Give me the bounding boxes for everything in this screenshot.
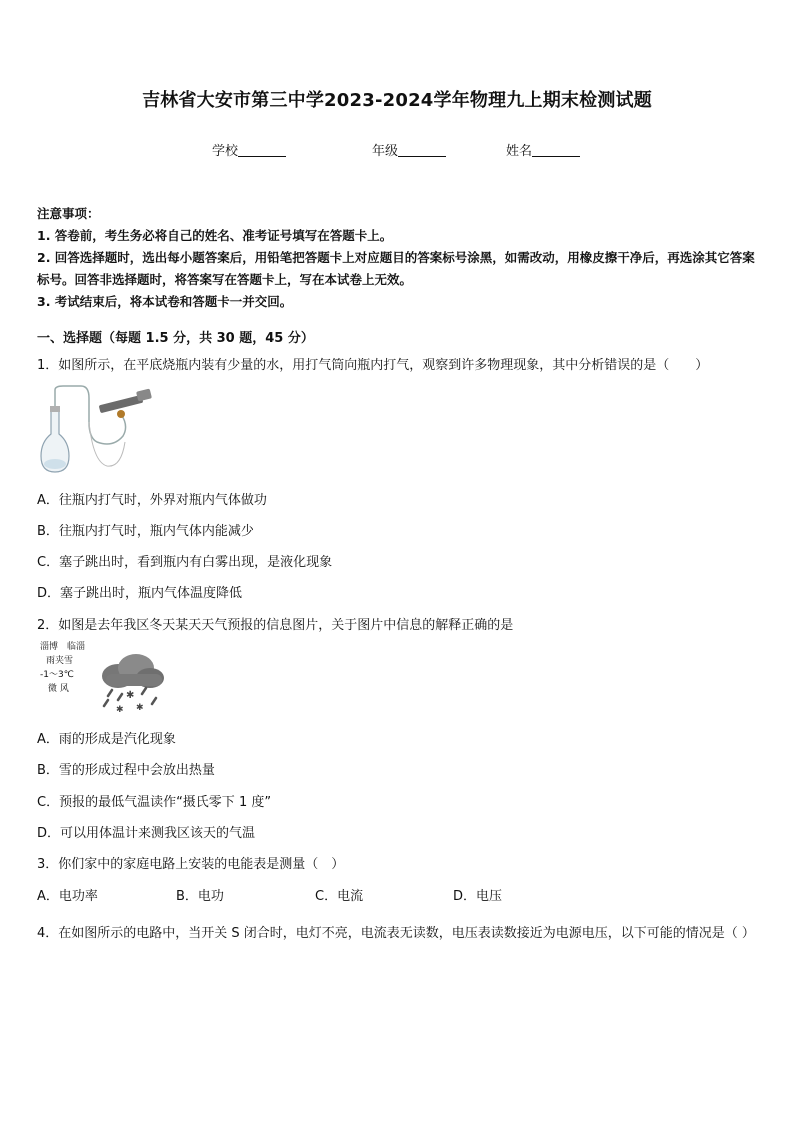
name-field (506, 140, 580, 159)
weather-text (40, 640, 100, 696)
school-field (212, 140, 286, 159)
grade-blank (398, 144, 446, 157)
notes-heading: 注意事项： (37, 206, 100, 221)
note-item-2: 2. 回答选择题时，选出每小题答案后，用铅笔把答题卡上对应题目的答案标号涂黑，如需改动，用橡皮擦干净后，再选涂其它答案标号。回答非选择题时，将答案写在答题卡上，写在本试卷上无效。 (37, 250, 755, 287)
exam-title: 吉林省大安市第三中学2023-2024学年物理九上期末检测试题 (142, 90, 652, 111)
svg-text:✱: ✱ (136, 703, 144, 713)
note-item-1: 1. 答卷前，考生务必将自己的姓名、准考证号填写在答题卡上。 (37, 228, 393, 243)
notes-block (37, 203, 759, 313)
name-blank (532, 144, 580, 157)
svg-text:✱: ✱ (126, 690, 135, 701)
q2-stem: 2．如图是去年我区冬天某天天气预报的信息图片，关于图片中信息的解释正确的是 (37, 618, 514, 633)
q1-option-b: B．往瓶内打气时，瓶内气体内能减少 (37, 524, 254, 539)
q1-option-c: C．塞子跳出时，看到瓶内有白雾出现，是液化现象 (37, 555, 333, 570)
weather-type: 雨夹雪 (46, 656, 74, 666)
q3-option-d: D．电压 (453, 889, 503, 904)
q2-option-b: B．雪的形成过程中会放出热量 (37, 763, 215, 778)
q2-option-c: C．预报的最低气温读作“摄氏零下 1 度” (37, 795, 272, 810)
q3-option-c: C．电流 (315, 889, 364, 904)
q4-stem: 4．在如图所示的电路中，当开关 S 闭合时，电灯不亮，电流表无读数，电压表读数接近为电源电压，以下可能的情况是（ ） (37, 926, 755, 941)
note-item-3: 3. 考试结束后，将本试卷和答题卡一并交回。 (37, 294, 293, 309)
sleet-cloud-icon (96, 652, 168, 714)
q3-stem: 3．你们家中的家庭电路上安装的电能表是测量（ ） (37, 857, 345, 872)
q1-option-a: A．往瓶内打气时，外界对瓶内气体做功 (37, 493, 267, 508)
q1-stem: 1．如图所示，在平底烧瓶内装有少量的水，用打气筒向瓶内打气，观察到许多物理现象，其中分析错误的是（ ） (37, 358, 709, 373)
q2-option-d: D．可以用体温计来测我区该天的气温 (37, 826, 256, 841)
weather-city: 淄博 临淄 (40, 642, 86, 652)
section-heading: 一、选择题（每题 1.5 分，共 30 题，45 分） (37, 331, 314, 346)
weather-wind: 微 风 (48, 684, 69, 694)
school-blank (238, 144, 286, 157)
school-label: 学校 (212, 144, 239, 159)
q2-option-a: A．雨的形成是汽化现象 (37, 732, 176, 747)
q1-option-d: D．塞子跳出时，瓶内气体温度降低 (37, 586, 243, 601)
q3-option-a: A．电功率 (37, 889, 98, 904)
flask-pump-figure (37, 382, 155, 476)
svg-text:✱: ✱ (116, 705, 124, 714)
q3-option-b: B．电功 (176, 889, 224, 904)
weather-temp: -1～3℃ (40, 670, 74, 680)
name-label: 姓名 (506, 144, 533, 159)
grade-label: 年级 (372, 144, 399, 159)
grade-field (372, 140, 446, 159)
